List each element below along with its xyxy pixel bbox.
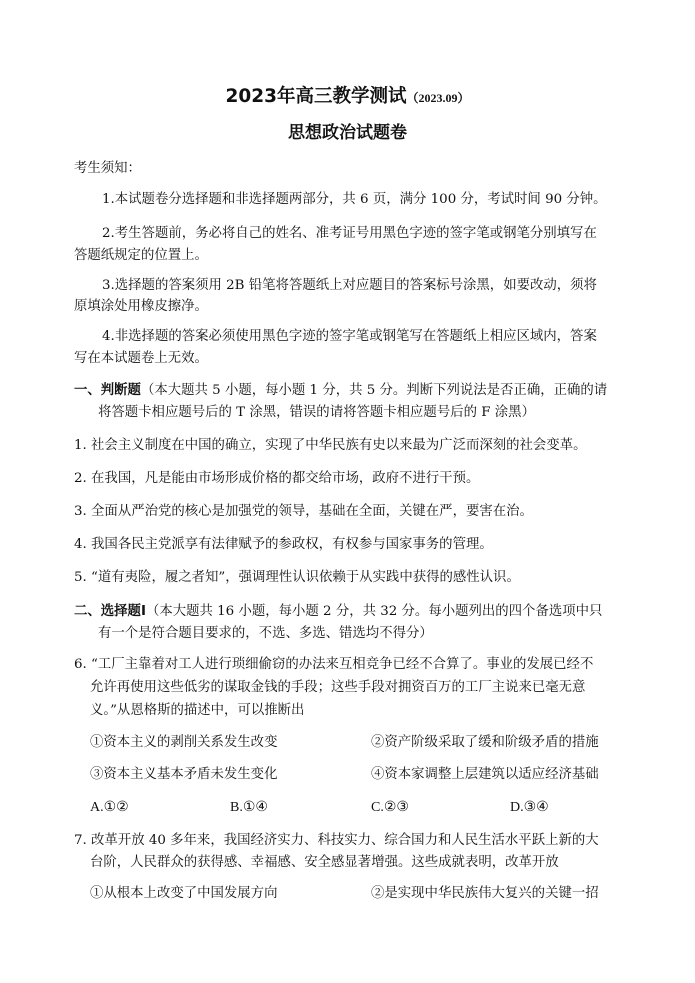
notice-item-4-cont: 写在本试题卷上无效。 xyxy=(74,351,208,366)
question-6-option-1: ①资本主义的剥削关系发生改变 xyxy=(90,735,278,750)
section2-label: 二、选择题Ⅰ xyxy=(74,604,146,619)
exam-title xyxy=(0,85,695,110)
question-7-option-2: ②是实现中华民族伟大复兴的关键一招 xyxy=(371,886,599,901)
question-6-choice-a: A.①② xyxy=(90,800,129,815)
section1-instructions-cont: 将答题卡相应题号后的 T 涂黑，错误的请将答题卡相应题号后的 F 涂黑） xyxy=(98,405,535,420)
question-6-stem-3: 义。”从恩格斯的描述中，可以推断出 xyxy=(90,703,305,718)
question-6-choice-b: B.①④ xyxy=(230,800,268,815)
question-6-option-4: ④资本家调整上层建筑以适应经济基础 xyxy=(371,767,599,782)
notice-item-3: 3.选择题的答案须用 2B 铅笔将答题纸上对应题目的答案标号涂黑，如要改动，须将 xyxy=(102,278,597,293)
question-6-choice-d: D.③④ xyxy=(510,800,549,815)
question-6-option-2: ②资产阶级采取了缓和阶级矛盾的措施 xyxy=(371,735,599,750)
question-5: 5. “道有夷险，履之者知”，强调理性认识依赖于从实践中获得的感性认识。 xyxy=(74,570,520,585)
exam-subtitle: 思想政治试题卷 xyxy=(288,123,407,143)
notice-item-2-cont: 答题纸规定的位置上。 xyxy=(74,248,208,263)
question-7-stem: 7. 改革开放 40 多年来，我国经济实力、科技实力、综合国力和人民生活水平跃上新的大 xyxy=(74,833,599,848)
section1-instructions: （本大题共 5 小题，每小题 1 分，共 5 分。判断下列说法是否正确，正确的请 xyxy=(140,383,608,398)
notice-heading: 考生须知： xyxy=(74,161,141,176)
section1-label: 一、判断题 xyxy=(74,383,141,398)
question-6-option-3: ③资本主义基本矛盾未发生变化 xyxy=(90,767,278,782)
exam-date: （2023.09） xyxy=(406,91,470,105)
section2-instructions: （本大题共 16 小题，每小题 2 分，共 32 分。每小题列出的四个备选项中只 xyxy=(145,604,603,619)
question-4: 4. 我国各民主党派享有法律赋予的参政权，有权参与国家事务的管理。 xyxy=(74,537,493,552)
question-6-choice-c: C.②③ xyxy=(371,800,409,815)
section2-instructions-cont: 有一个是符合题目要求的，不选、多选、错选均不得分） xyxy=(98,626,433,641)
notice-item-4: 4.非选择题的答案必须使用黑色字迹的签字笔或钢笔写在答题纸上相应区域内，答案 xyxy=(102,329,597,344)
question-2: 2. 在我国，凡是能由市场形成价格的都交给市场，政府不进行干预。 xyxy=(74,471,480,486)
question-7-stem-2: 台阶，人民群众的获得感、幸福感、安全感显著增强。这些成就表明，改革开放 xyxy=(90,855,559,870)
section2-header xyxy=(74,603,602,621)
notice-item-2: 2.考生答题前，务必将自己的姓名、准考证号用黑色字迹的签字笔或钢笔分别填写在 xyxy=(102,226,597,241)
question-1: 1. 社会主义制度在中国的确立，实现了中华民族有史以来最为广泛而深刻的社会变革。 xyxy=(74,438,587,453)
exam-title-main: 2023年高三教学测试 xyxy=(225,86,407,107)
question-6-stem-2: 允许再使用这些低劣的谋取金钱的手段；这些手段对拥资百万的工厂主说来已毫无意 xyxy=(90,680,586,695)
question-6-stem: 6. “工厂主靠着对工人进行琐细偷窃的办法来互相竞争已经不合算了。事业的发展已经不 xyxy=(74,657,594,672)
section1-header xyxy=(74,382,607,400)
notice-item-3-cont: 原填涂处用橡皮擦净。 xyxy=(74,299,208,314)
question-3: 3. 全面从严治党的核心是加强党的领导，基础在全面，关键在严，要害在治。 xyxy=(74,504,533,519)
notice-item-1: 1.本试题卷分选择题和非选择题两部分，共 6 页，满分 100 分，考试时间 90 分钟。 xyxy=(102,192,607,207)
question-7-option-1: ①从根本上改变了中国发展方向 xyxy=(90,886,278,901)
